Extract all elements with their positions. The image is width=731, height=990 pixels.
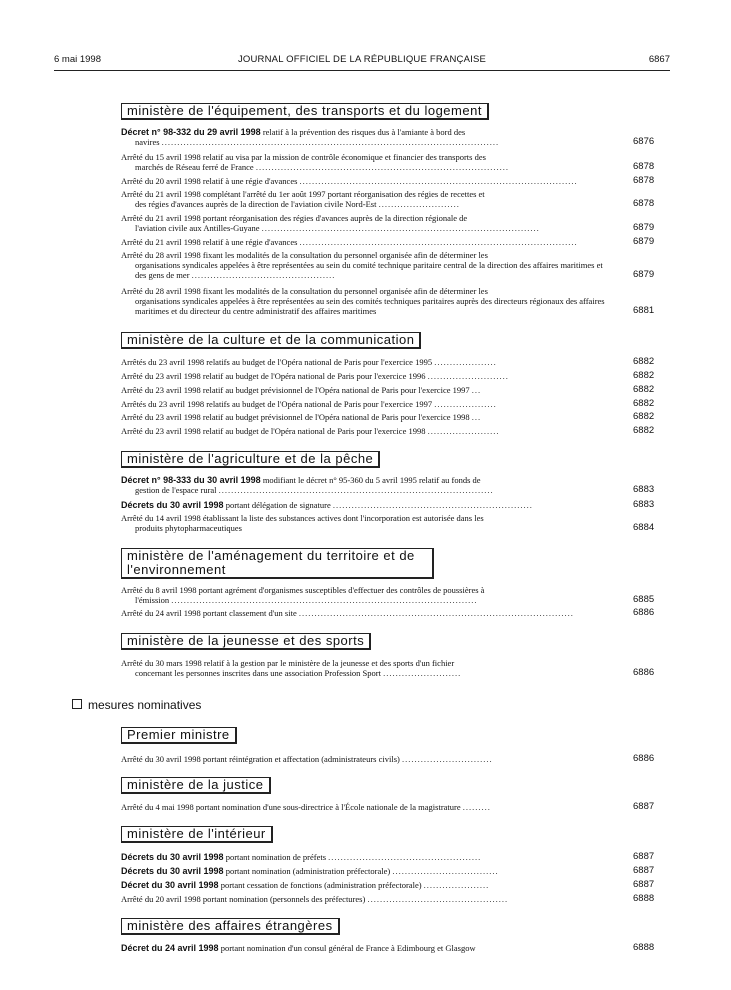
- entry-page: 6882: [633, 384, 655, 395]
- entry[interactable]: Arrêté du 24 avril 1998 portant classement d'un site ........................................................................................ 6886: [121, 607, 655, 618]
- entry[interactable]: Arrêté du 23 avril 1998 relatif au budget de l'Opéra national de Paris pour l'exercice 1996 .......................... 6882: [121, 370, 655, 381]
- entry[interactable]: Arrêté du 15 avril 1998 relatif au visa par la mission de contrôle économique et financier des transports des marchés de Réseau ferré de France ................................................................................. 6878: [121, 152, 655, 172]
- entry[interactable]: Décrets du 30 avril 1998 portant nomination (administration préfectorale) .................................. 6887: [121, 865, 655, 876]
- entry-page: 6886: [633, 753, 655, 764]
- entry-cont: organisations syndicales appelées à être représentées au sein du comité technique paritaire central de la direction des affaires maritimes et des gens de mer: [135, 260, 603, 280]
- entry-text: portant nomination d'un consul général de France à Edimbourg et Glasgow: [218, 943, 476, 953]
- entry-text: Arrêté du 30 avril 1998 portant réintégration et affectation (administrateurs civils): [121, 754, 400, 764]
- section-title-amenagement: ministère de l'aménagement du territoire et de l'environnement: [121, 548, 434, 579]
- entry[interactable]: Arrêté du 21 avril 1998 complétant l'arrêté du 1er août 1997 portant réorganisation des régies de recettes et des régies d'avances auprès de la direction de l'aviation civile Nord-Est .......................... 6878: [121, 189, 655, 209]
- entry-page: 6881: [633, 305, 655, 316]
- page-header: [54, 54, 670, 70]
- entry[interactable]: Arrêté du 23 avril 1998 relatif au budget prévisionnel de l'Opéra national de Paris pour l'exercice 1997 ... 6882: [121, 384, 655, 395]
- entry-page: 6887: [633, 865, 655, 876]
- entry[interactable]: Arrêté du 23 avril 1998 relatif au budget de l'Opéra national de Paris pour l'exercice 1998 ....................... 6882: [121, 425, 655, 436]
- entry-text: portant délégation de signature: [223, 500, 331, 510]
- entry-page: 6885: [633, 594, 655, 605]
- entry-page: 6883: [633, 499, 655, 510]
- entry-page: 6886: [633, 607, 655, 618]
- entry-bold: Décret n° 98-332 du 29 avril 1998: [121, 127, 261, 137]
- entry-page: 6882: [633, 370, 655, 381]
- entry-page: 6888: [633, 893, 655, 904]
- section-title-agriculture: ministère de l'agriculture et de la pêche: [121, 451, 380, 468]
- entry-page: 6882: [633, 425, 655, 436]
- entry-text: portant cessation de fonctions (administration préfectorale): [218, 880, 422, 890]
- entry-text: Arrêté du 28 avril 1998 fixant les modalités de la consultation du personnel organisée afin de déterminer les: [121, 250, 488, 260]
- entry-page: 6887: [633, 851, 655, 862]
- entry-text: Arrêté du 15 avril 1998 relatif au visa par la mission de contrôle économique et financier des transports des: [121, 152, 486, 162]
- entry-text: relatif à la prévention des risques dus à l'amiante à bord des: [260, 127, 466, 137]
- entry-page: 6882: [633, 356, 655, 367]
- entry[interactable]: Arrêté du 8 avril 1998 portant agrément d'organismes susceptibles d'effectuer des contrôles de poussières à l'émission .................................................................................................. 6885: [121, 585, 655, 605]
- entry-text: Arrêté du 28 avril 1998 fixant les modalités de la consultation du personnel organisée afin de déterminer les: [121, 286, 488, 296]
- entry[interactable]: Décret n° 98-332 du 29 avril 1998 relatif à la prévention des risques dus à l'amiante à bord des navires ............................................................................................................ 6876: [121, 127, 655, 147]
- entry-cont: produits phytopharmaceutiques: [135, 523, 242, 533]
- entry-text: Arrêté du 20 avril 1998 relatif à une régie d'avances: [121, 176, 298, 186]
- entry-text: Arrêté du 30 mars 1998 relatif à la gestion par le ministère de la jeunesse et des sports d'un fichier: [121, 658, 455, 668]
- entry-page: 6878: [633, 175, 655, 186]
- entry-text: portant nomination de préfets: [223, 852, 327, 862]
- entry-text: Arrêté du 24 avril 1998 portant classement d'un site: [121, 608, 297, 618]
- section-title-affaires-etrangeres: ministère des affaires étrangères: [121, 918, 340, 935]
- entry[interactable]: Décret n° 98-333 du 30 avril 1998 modifiant le décret n° 95-360 du 5 avril 1995 relatif au fonds de gestion de l'espace rural ........................................................................................ 6883: [121, 475, 655, 495]
- entry-text: Arrêté du 14 avril 1998 établissant la liste des substances actives dont l'incorporation est autorisée dans les: [121, 513, 484, 523]
- entry[interactable]: Arrêté du 4 mai 1998 portant nomination d'une sous-directrice à l'École nationale de la magistrature ......... 6887: [121, 801, 655, 812]
- entry[interactable]: Arrêtés du 23 avril 1998 relatifs au budget de l'Opéra national de Paris pour l'exercice 1995 .................... 6882: [121, 356, 655, 367]
- entry-page: 6882: [633, 411, 655, 422]
- entry-text: Arrêté du 21 avril 1998 relatif à une régie d'avances: [121, 237, 298, 247]
- entry-bold: Décrets du 30 avril 1998: [121, 500, 224, 510]
- entry-page: 6879: [633, 236, 655, 247]
- entry[interactable]: Décrets du 30 avril 1998 portant délégation de signature ................................................................ 6883: [121, 499, 655, 510]
- entry-page: 6886: [633, 667, 655, 678]
- header-page-number: 6867: [648, 54, 670, 65]
- header-date: 6 mai 1998: [54, 54, 102, 65]
- entry-page: 6878: [633, 161, 655, 172]
- header-rule: [54, 70, 670, 71]
- journal-title: JOURNAL OFFICIEL DE LA RÉPUBLIQUE FRANÇAISE: [237, 54, 487, 65]
- section-title-justice: ministère de la justice: [121, 777, 271, 794]
- entry-page: 6879: [633, 269, 655, 280]
- entry-cont: organisations syndicales appelées à être représentées au sein des comités techniques paritaires auprès des directeurs régionaux des affaires maritimes et du directeur du centre administratif des affaires maritimes: [135, 296, 605, 316]
- entry[interactable]: Décret du 30 avril 1998 portant cessation de fonctions (administration préfectorale) ..................... 6887: [121, 879, 655, 890]
- entry-page: 6878: [633, 198, 655, 209]
- entry-bold: Décret du 24 avril 1998: [121, 943, 219, 953]
- section-title-equipement: ministère de l'équipement, des transports et du logement: [121, 103, 489, 120]
- entry-page: 6883: [633, 484, 655, 495]
- entry-bold: Décrets du 30 avril 1998: [121, 866, 224, 876]
- entry[interactable]: Arrêté du 30 avril 1998 portant réintégration et affectation (administrateurs civils) ............................. 6886: [121, 753, 655, 764]
- entry-page: 6879: [633, 222, 655, 233]
- entry[interactable]: [121, 942, 655, 953]
- entry[interactable]: Arrêté du 23 avril 1998 relatif au budget prévisionnel de l'Opéra national de Paris pour l'exercice 1998 ... 6882: [121, 411, 655, 422]
- entry-text: Arrêté du 8 avril 1998 portant agrément d'organismes susceptibles d'effectuer des contrôles de poussières à: [121, 585, 485, 595]
- entry-text: modifiant le décret n° 95-360 du 5 avril 1995 relatif au fonds de: [260, 475, 481, 485]
- entry[interactable]: [121, 286, 655, 316]
- entry-text: Arrêtés du 23 avril 1998 relatifs au budget de l'Opéra national de Paris pour l'exercice 1995: [121, 357, 433, 367]
- mesures-nominatives-heading: [72, 698, 201, 712]
- entry-page: 6887: [633, 879, 655, 890]
- entry-text: portant nomination (administration préfectorale): [223, 866, 391, 876]
- entry-page: 6876: [633, 136, 655, 147]
- entry[interactable]: Décrets du 30 avril 1998 portant nomination de préfets ................................................. 6887: [121, 851, 655, 862]
- entry-cont: concernant les personnes inscrites dans une association Profession Sport: [135, 668, 381, 678]
- entry-text: Arrêté du 21 avril 1998 complétant l'arrêté du 1er août 1997 portant réorganisation des régies de recettes et: [121, 189, 485, 199]
- entry-text: Arrêté du 21 avril 1998 portant réorganisation des régies d'avances auprès de la direction régionale de: [121, 213, 468, 223]
- entry[interactable]: [121, 513, 655, 533]
- entry-text: Arrêté du 23 avril 1998 relatif au budget prévisionnel de l'Opéra national de Paris pour l'exercice 1997: [121, 385, 470, 395]
- entry-page: 6887: [633, 801, 655, 812]
- entry-cont: marchés de Réseau ferré de France: [135, 162, 254, 172]
- entry-bold: Décret n° 98-333 du 30 avril 1998: [121, 475, 261, 485]
- entry[interactable]: Arrêtés du 23 avril 1998 relatifs au budget de l'Opéra national de Paris pour l'exercice 1997 .................... 6882: [121, 398, 655, 409]
- mesures-label: mesures nominatives: [88, 698, 202, 712]
- entry-text: Arrêtés du 23 avril 1998 relatifs au budget de l'Opéra national de Paris pour l'exercice 1997: [121, 399, 433, 409]
- entry-cont: navires: [135, 137, 160, 147]
- section-title-culture: ministère de la culture et de la communication: [121, 332, 421, 349]
- section-title-premier-ministre: Premier ministre: [121, 727, 237, 744]
- checkbox-square-icon: [72, 699, 82, 709]
- section-title-jeunesse: ministère de la jeunesse et des sports: [121, 633, 371, 650]
- entry-cont: gestion de l'espace rural: [135, 485, 217, 495]
- entry-text: Arrêté du 4 mai 1998 portant nomination d'une sous-directrice à l'École nationale de la magistrature: [121, 802, 461, 812]
- entry-page: 6888: [633, 942, 655, 953]
- entry-cont: l'aviation civile aux Antilles-Guyane: [135, 223, 260, 233]
- entry[interactable]: Arrêté du 28 avril 1998 fixant les modalités de la consultation du personnel organisée afin de déterminer les organisations syndicales appelées à être représentées au sein du comité technique paritaire central de la direction des affaires maritimes et des gens de mer .............................................. 6879: [121, 250, 655, 280]
- entry[interactable]: Arrêté du 20 avril 1998 relatif à une régie d'avances ......................................................................................... 6878: [121, 175, 655, 186]
- entry[interactable]: Arrêté du 21 avril 1998 relatif à une régie d'avances ......................................................................................... 6879: [121, 236, 655, 247]
- entry[interactable]: Arrêté du 30 mars 1998 relatif à la gestion par le ministère de la jeunesse et des sports d'un fichier concernant les personnes inscrites dans une association Profession Sport ......................... 6886: [121, 658, 655, 678]
- entry-text: Arrêté du 23 avril 1998 relatif au budget de l'Opéra national de Paris pour l'exercice 1998: [121, 426, 426, 436]
- section-title-interieur: ministère de l'intérieur: [121, 826, 273, 843]
- entry[interactable]: Arrêté du 21 avril 1998 portant réorganisation des régies d'avances auprès de la direction régionale de l'aviation civile aux Antilles-Guyane ......................................................................................... 6879: [121, 213, 655, 233]
- entry-cont: l'émission: [135, 595, 170, 605]
- entry-page: 6884: [633, 522, 655, 533]
- entry-text: Arrêté du 23 avril 1998 relatif au budget de l'Opéra national de Paris pour l'exercice 1996: [121, 371, 426, 381]
- entry-bold: Décrets du 30 avril 1998: [121, 852, 224, 862]
- entry-text: Arrêté du 23 avril 1998 relatif au budget prévisionnel de l'Opéra national de Paris pour l'exercice 1998: [121, 412, 470, 422]
- entry-text: Arrêté du 20 avril 1998 portant nomination (personnels des préfectures): [121, 894, 366, 904]
- entry-page: 6882: [633, 398, 655, 409]
- entry-bold: Décret du 30 avril 1998: [121, 880, 219, 890]
- entry-cont: des régies d'avances auprès de la direction de l'aviation civile Nord-Est: [135, 199, 377, 209]
- entry[interactable]: Arrêté du 20 avril 1998 portant nomination (personnels des préfectures) ............................................. 6888: [121, 893, 655, 904]
